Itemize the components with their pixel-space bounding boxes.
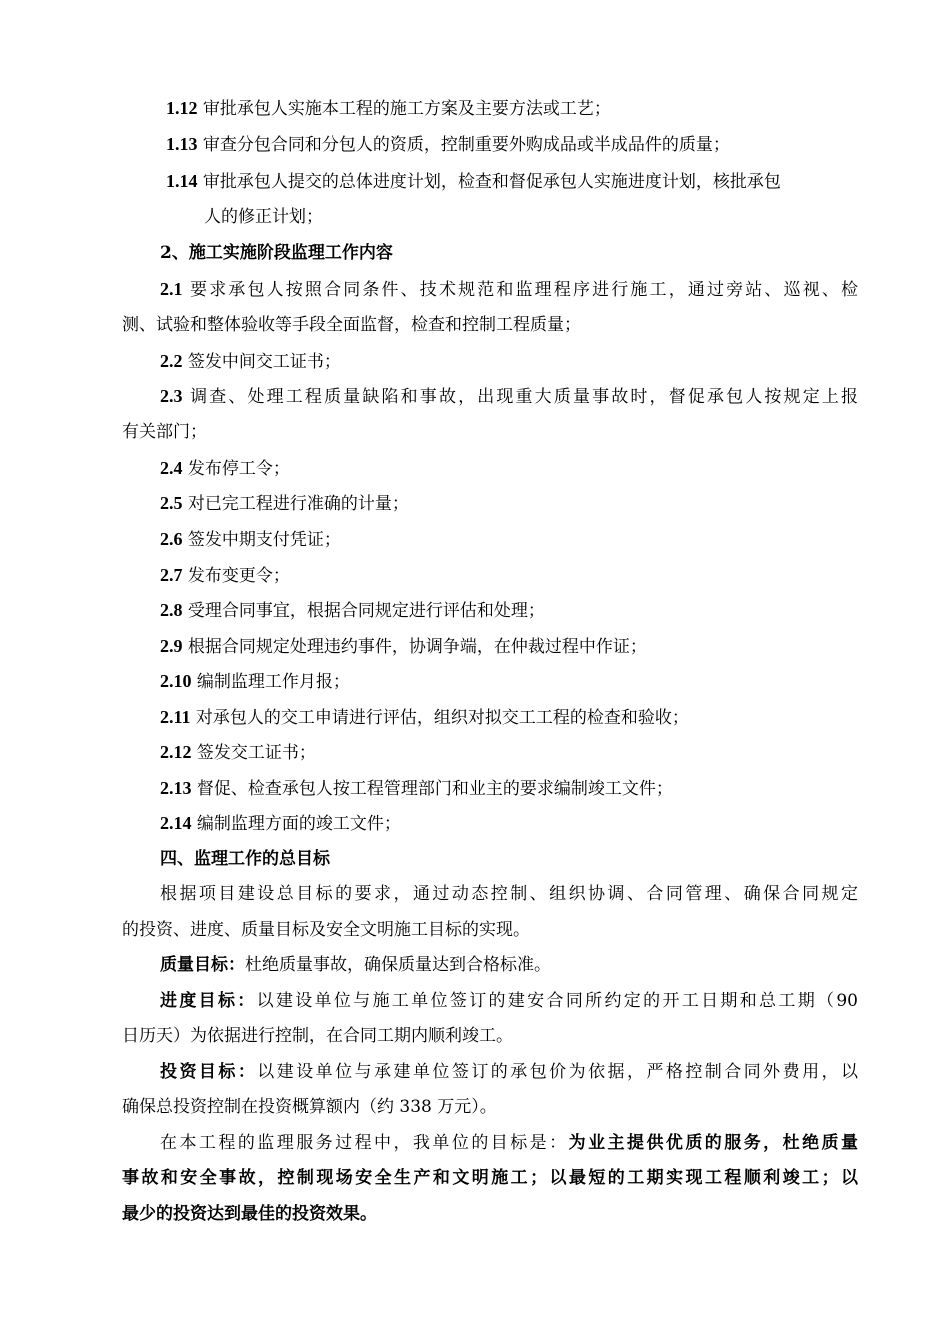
goal-text: 以建设单位与承建单位签订的承包价为依据，严格控制合同外费用，以 <box>257 1062 859 1082</box>
goal-label: 质量目标： <box>160 955 245 975</box>
item-number: 1.14 <box>166 171 198 191</box>
paragraph-line: 的投资、进度、质量目标及安全文明施工目标的实现。 <box>122 920 530 940</box>
list-item <box>166 132 730 156</box>
goal-text: 杜绝质量事故，确保质量达到合格标准。 <box>245 955 551 975</box>
list-item <box>160 277 858 301</box>
item-text: 受理合同事宜，根据合同规定进行评估和处理； <box>187 601 545 621</box>
list-item <box>160 384 858 408</box>
item-text: 要求承包人按照合同条件、技术规范和监理程序进行施工，通过旁站、巡视、检 <box>190 280 859 300</box>
closing-emphasis: 最少的投资达到最佳的投资效果。 <box>122 1204 377 1224</box>
list-item <box>160 456 290 480</box>
item-text: 审批承包人实施本工程的施工方案及主要方法或工艺； <box>202 99 611 119</box>
item-text: 签发中间交工证书； <box>187 352 341 372</box>
closing-paragraph <box>160 1131 858 1155</box>
item-text: 对承包人的交工申请进行评估，组织对拟交工工程的检查和验收； <box>195 708 689 728</box>
item-text: 审查分包合同和分包人的资质，控制重要外购成品或半成品件的质量； <box>202 135 730 155</box>
quality-goal <box>160 953 551 977</box>
goal-continuation: 确保总投资控制在投资概算额内（约 338 万元）。 <box>122 1097 497 1117</box>
list-item <box>160 598 545 622</box>
goal-continuation: 日历天）为依据进行控制，在合同工期内顺利竣工。 <box>122 1026 513 1046</box>
item-text: 编制监理方面的竣工文件； <box>196 814 401 834</box>
item-number: 2.6 <box>160 529 183 549</box>
item-number: 2.4 <box>160 458 183 478</box>
item-number: 2.2 <box>160 351 183 371</box>
list-item <box>160 634 647 658</box>
goal-label: 投资目标： <box>160 1062 258 1082</box>
item-text: 对已完工程进行准确的计量； <box>187 494 409 514</box>
item-text: 根据合同规定处理违约事件，协调争端，在仲裁过程中作证； <box>187 637 647 657</box>
item-number: 2.3 <box>160 386 183 406</box>
item-number: 2.14 <box>160 813 192 833</box>
item-number: 1.12 <box>166 98 198 118</box>
item-number: 2.8 <box>160 600 183 620</box>
item-number: 2.5 <box>160 493 183 513</box>
list-item-continuation: 有关部门； <box>122 422 207 442</box>
goal-text: 以建设单位与施工单位签订的建安合同所约定的开工日期和总工期（90 <box>256 991 858 1011</box>
section-heading: 2、施工实施阶段监理工作内容 <box>160 243 393 263</box>
list-item-continuation: 人的修正计划； <box>204 207 323 227</box>
closing-lead: 在本工程的监理服务过程中，我单位的目标是： <box>160 1133 569 1153</box>
item-number: 2.9 <box>160 636 183 656</box>
item-text: 调查、处理工程质量缺陷和事故，出现重大质量事故时，督促承包人按规定上报 <box>190 387 859 407</box>
section-heading: 四、监理工作的总目标 <box>160 849 330 869</box>
list-item <box>160 527 341 551</box>
item-number: 2.1 <box>160 279 183 299</box>
list-item <box>160 740 316 764</box>
item-text: 编制监理工作月报； <box>196 672 350 692</box>
list-item <box>160 349 341 373</box>
list-item <box>160 705 689 729</box>
closing-emphasis: 为业主提供优质的服务，杜绝质量 <box>568 1133 859 1153</box>
list-item <box>160 811 401 835</box>
item-number: 2.12 <box>160 742 192 762</box>
item-text: 发布停工令； <box>187 459 290 479</box>
item-number: 2.7 <box>160 565 183 585</box>
item-number: 1.13 <box>166 134 198 154</box>
item-text: 审批承包人提交的总体进度计划，检查和督促承包人实施进度计划，核批承包 <box>202 172 781 192</box>
list-item-continuation: 测、试验和整体验收等手段全面监督，检查和控制工程质量； <box>122 315 581 335</box>
item-text: 签发交工证书； <box>196 743 316 763</box>
item-text: 签发中期支付凭证； <box>187 530 341 550</box>
paragraph-line: 根据项目建设总目标的要求，通过动态控制、组织协调、合同管理、确保合同规定 <box>160 884 858 904</box>
investment-goal <box>160 1060 858 1084</box>
item-text: 发布变更令； <box>187 566 290 586</box>
list-item <box>160 491 409 515</box>
list-item <box>166 169 781 193</box>
schedule-goal <box>160 989 858 1013</box>
goal-label: 进度目标： <box>160 991 257 1011</box>
list-item <box>160 669 350 693</box>
list-item <box>160 563 290 587</box>
item-text: 督促、检查承包人按工程管理部门和业主的要求编制竣工文件； <box>196 779 673 799</box>
item-number: 2.13 <box>160 778 192 798</box>
closing-emphasis: 事故和安全事故，控制现场安全生产和文明施工；以最短的工期实现工程顺利竣工；以 <box>122 1168 858 1188</box>
item-number: 2.11 <box>160 707 191 727</box>
list-item <box>160 776 673 800</box>
item-number: 2.10 <box>160 671 192 691</box>
list-item <box>166 96 611 120</box>
